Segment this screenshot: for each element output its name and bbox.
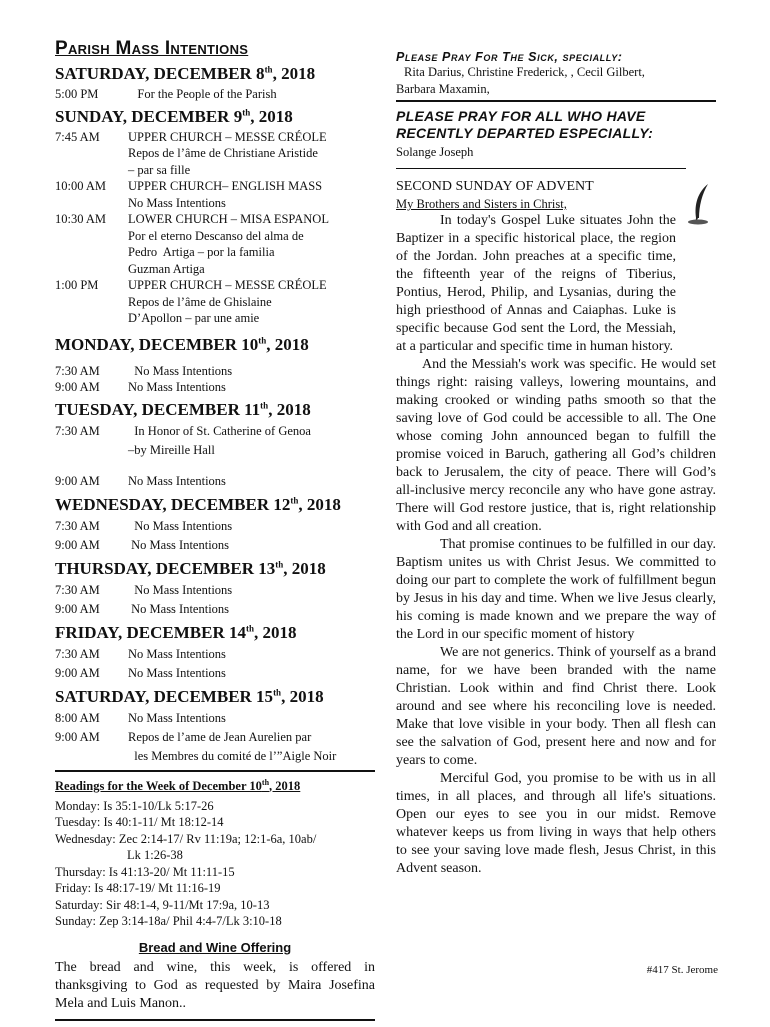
divider [55, 770, 375, 772]
mass-intention: LOWER CHURCH – MISA ESPANOL Por el eterno Descanso del alma de Pedro Artiga – por la familia Guzman Artiga [128, 212, 329, 276]
mass-time: 9:00 AM [55, 665, 100, 680]
mass-intention: No Mass Intentions [128, 646, 226, 661]
salutation: My Brothers and Sisters in Christ, [396, 197, 567, 211]
paragraph: We are not generics. Think of yourself as a brand name, for we have been branded with the name Christian. Look within and find Christ there. Look around and see where his reconciling love is needed. Make that love visible in your body. Then all flesh can see the salvation of God, present here and now and for years to come. [396, 645, 716, 768]
mass-time: 7:30 AM [55, 423, 100, 438]
bread-wine-text: The bread and wine, this week, is offered in thanksgiving to God as requested by Maira Josefina Mela and Luis Manon.. [55, 959, 375, 1011]
mass-entry [55, 600, 375, 619]
reading-line: Thursday: Is 41:13-20/ Mt 11:11-15 [55, 864, 235, 879]
mass-entry [55, 211, 375, 277]
mass-entry [55, 664, 375, 683]
divider [396, 168, 686, 169]
paragraph: Merciful God, you promise to be with us in all times, in all places, and through all life's situations. Open our eyes to see you in our midst. Remove whatever keeps us from living in ways that help others to see your saving love made flesh, Jesus Christ, in this Advent season. [396, 771, 716, 876]
mass-time: 1:00 PM [55, 278, 99, 292]
sick-names: Rita Darius, Christine Frederick, , Cecil Gilbert, [404, 65, 645, 79]
mass-time: 9:00 AM [55, 729, 100, 744]
mass-intention: For the People of the Parish [128, 87, 277, 101]
mass-time: 5:00 PM [55, 87, 99, 101]
day-header: THURSDAY, DECEMBER 13th, 2018 [55, 558, 326, 578]
paragraph: In today's Gospel Luke situates John the Baptizer in a specific historical place, the region of the Jordan. John preaches at a specific time, the fifteenth year of the reigns of Tiberius, Pontius, Herod, Philip, and Lysanias, during the high priesthood of Annas and Caiaphas. Luke is specific because God sent the Lord, the Messiah, at a particular and specific time in human history. [396, 213, 676, 354]
mass-entry [55, 379, 375, 396]
mass-intention: No Mass Intentions [128, 582, 233, 597]
mass-time: 9:00 AM [55, 380, 100, 394]
paragraph: That promise continues to be fulfilled in our day. Baptism unites us with Christ Jesus. We committed to doing our part to complete the work of fulfillment begun by Jesus in his day and time. When we live Jesus clearly, his coming is made known and we prepare the way of the Lord in our specific moment of history [396, 537, 716, 642]
day-header: FRIDAY, DECEMBER 14th, 2018 [55, 622, 297, 642]
mass-time: 7:30 AM [55, 518, 100, 533]
mass-time: 7:45 AM [55, 129, 100, 144]
mass-entry [55, 645, 375, 664]
mass-entry [55, 178, 375, 211]
mass-time: 10:00 AM [55, 179, 107, 193]
mass-intention: UPPER CHURCH – MESSE CRÉOLE Repos de l’âme de Ghislaine D’Apollon – par une amie [128, 278, 327, 325]
mass-intention: No Mass Intentions [128, 710, 226, 725]
day-header: MONDAY, DECEMBER 10th, 2018 [55, 334, 309, 354]
sick-names-cont: Barbara Maxamin, [396, 82, 490, 96]
mass-time: 7:30 AM [55, 363, 100, 378]
mass-intention: No Mass Intentions [128, 601, 230, 616]
reading-line: Monday: Is 35:1-10/Lk 5:17-26 [55, 798, 214, 813]
mass-time: 7:30 AM [55, 582, 100, 597]
mass-intention: No Mass Intentions [128, 665, 226, 680]
right-column [396, 50, 716, 878]
mass-time: 7:30 AM [55, 646, 100, 661]
quill-pen-icon [684, 182, 716, 226]
page-title: Parish Mass Intentions [55, 38, 249, 59]
mass-time: 10:30 AM [55, 212, 107, 226]
departed-name: Solange Joseph [396, 145, 474, 159]
bread-wine-title: Bread and Wine Offering [138, 939, 292, 955]
day-header: TUESDAY, DECEMBER 11th, 2018 [55, 399, 311, 419]
footer-text: #417 St. Jerome [646, 964, 718, 976]
mass-intention: No Mass Intentions [128, 518, 233, 533]
mass-intention: Repos de l’ame de Jean Aurelien par les Membres du comité de l’”Aigle Noir [128, 729, 337, 763]
readings-list [55, 798, 375, 930]
readings-title: Readings for the Week of December 10th, 2018 [55, 777, 301, 793]
mass-intention: UPPER CHURCH – MESSE CRÉOLE Repos de l’âme de Christiane Aristide – par sa fille [128, 129, 327, 177]
mass-entry [55, 728, 375, 766]
departed-title: PLEASE PRAY FOR ALL WHO HAVE RECENTLY DEPARTED ESPECIALLY: [396, 108, 654, 141]
reading-line: Sunday: Zep 3:14-18a/ Phil 4:4-7/Lk 3:10-18 [55, 914, 282, 929]
divider-bottom [55, 1019, 375, 1021]
mass-entry [55, 363, 375, 380]
reading-line: Tuesday: Is 40:1-11/ Mt 18:12-14 [55, 815, 224, 830]
day-header: WEDNESDAY, DECEMBER 12th, 2018 [55, 494, 341, 514]
reading-line: Lk 1:26-38 [127, 848, 183, 863]
divider [396, 100, 716, 102]
mass-time: 8:00 AM [55, 710, 100, 725]
day-header: SATURDAY, DECEMBER 15th, 2018 [55, 686, 324, 706]
mass-entry [55, 129, 375, 179]
mass-entry [55, 536, 375, 555]
sick-title: Please Pray For The Sick, specially: [396, 50, 623, 64]
mass-time: 9:00 AM [55, 537, 100, 552]
mass-entry [55, 517, 375, 536]
mass-intention: No Mass Intentions [128, 537, 230, 552]
mass-time: 9:00 AM [55, 473, 100, 488]
mass-intention: No Mass Intentions [128, 363, 233, 378]
reading-line: Friday: Is 48:17-19/ Mt 11:16-19 [55, 881, 221, 896]
section-title: SECOND SUNDAY OF ADVENT [396, 179, 594, 194]
mass-time: 9:00 AM [55, 601, 100, 616]
reflection-body [396, 212, 716, 878]
mass-intention: In Honor of St. Catherine of Genoa –by Mireille Hall [128, 423, 311, 457]
mass-entry [55, 422, 375, 460]
mass-entry [55, 709, 375, 728]
paragraph: And the Messiah's work was specific. He would set things right: raising valleys, lowering mountains, and making crooked or winding paths smooth so that the saving love of God could be accessible to all. The One whose coming John announced began to fulfill the promise voiced in Baruch, gathering all God’s children back to Jerusalem, the city of peace. There will God’s all-inclusive mercy reconcile any who have gone astray. There will God restore justice, that is, right relationship with God and all creation. [396, 357, 716, 534]
mass-entry [55, 86, 375, 103]
mass-intention: No Mass Intentions [128, 380, 226, 394]
mass-intention: UPPER CHURCH– ENGLISH MASS No Mass Intentions [128, 179, 323, 210]
mass-entry [55, 581, 375, 600]
mass-entry [55, 277, 375, 327]
mass-intentions-column [55, 38, 375, 1027]
mass-intention: No Mass Intentions [128, 473, 226, 488]
mass-entry [55, 472, 375, 491]
reading-line: Wednesday: Zec 2:14-17/ Rv 11:19a; 12:1-6a, 10ab/ [55, 831, 317, 846]
day-header: SUNDAY, DECEMBER 9th, 2018 [55, 106, 293, 126]
days-list [55, 64, 375, 766]
day-header: SATURDAY, DECEMBER 8th, 2018 [55, 64, 316, 83]
reading-line: Saturday: Sir 48:1-4, 9-11/Mt 17:9a, 10-13 [55, 897, 270, 912]
